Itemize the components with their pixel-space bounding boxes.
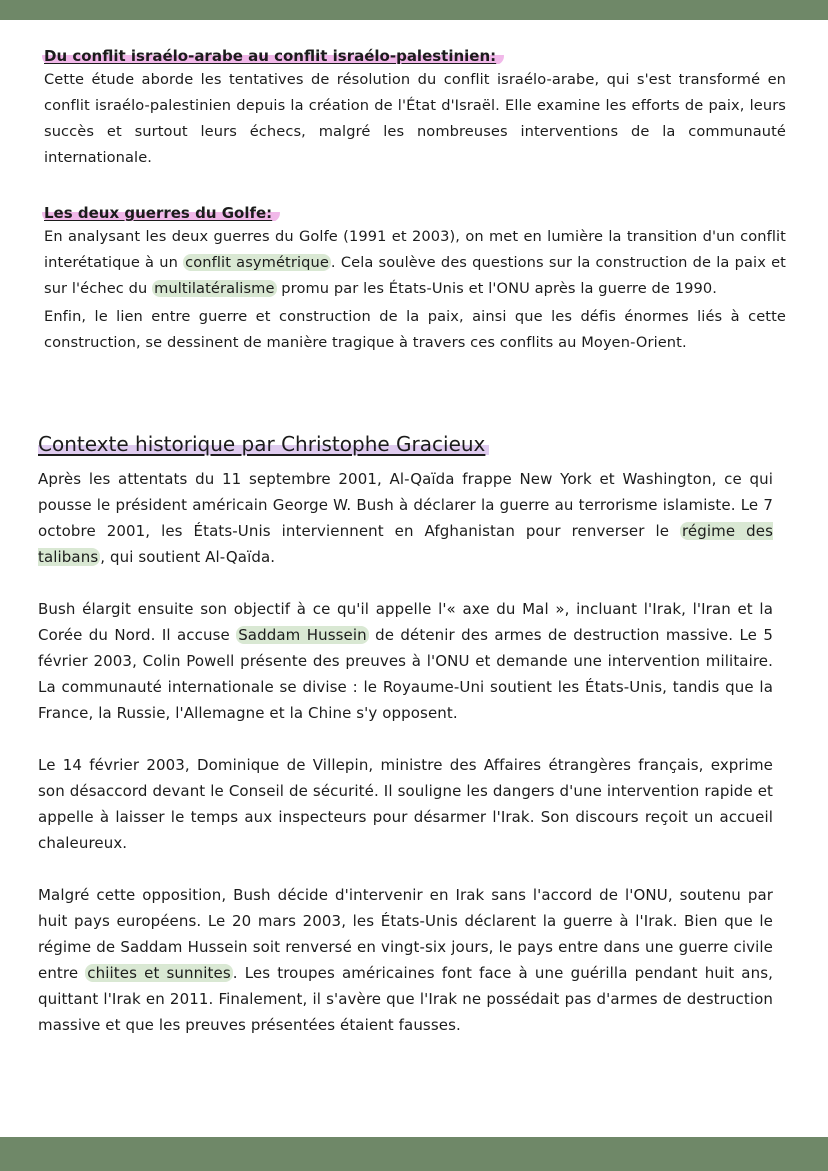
section-paragraph: Cette étude aborde les tentatives de résolution du conflit israélo-arabe, qui s'est transformé en conflit israélo-palestinien depuis la création de l'État d'Israël. Elle examine les efforts de paix, leurs succès et surtout leurs échecs, malgré les nombreuses interventions de la communauté internationale. <box>44 71 786 166</box>
section-paragraph: Bush élargit ensuite son objectif à ce qu'il appelle l'« axe du Mal », incluant l'Irak, l'Iran et la Corée du Nord. Il accuse Saddam Hussein de détenir des armes de destruction massive. Le 5 février 2003, Colin Powell présente des preuves à l'ONU et demande une intervention militaire. La communauté internationale se divise : le Royaume-Uni soutient les États-Unis, tandis que la France, la Russie, l'Allemagne et la Chine s'y opposent. <box>38 600 774 722</box>
bottom-band <box>0 1137 828 1171</box>
highlight-conflit-asymetrique: conflit asymétrique <box>185 254 329 271</box>
section-guerres-du-golfe <box>44 203 786 356</box>
highlight-saddam-hussein: Saddam Hussein <box>238 626 367 644</box>
section-heading: Du conflit israélo-arabe au conflit israélo-palestinien: <box>42 47 504 65</box>
highlight-multilateralisme: multilatéralisme <box>154 280 275 297</box>
section-paragraph: Après les attentats du 11 septembre 2001, Al-Qaïda frappe New York et Washington, ce qui pousse le président américain George W. Bush à déclarer la guerre au terrorisme islamiste. Le 7 octobre 2001, les États-Unis interviennent en Afghanistan pour renverser le régime des talibans , qui soutient Al-Qaïda. <box>38 470 773 566</box>
top-band <box>0 0 828 20</box>
highlight-chiites-sunnites: chiites et sunnites <box>87 964 231 982</box>
section-paragraph: Malgré cette opposition, Bush décide d'intervenir en Irak sans l'accord de l'ONU, soutenu par huit pays européens. Le 20 mars 2003, les États-Unis déclarent la guerre à l'Irak. Bien que le régime de Saddam Hussein soit renversé en vingt-six jours, le pays entre dans une guerre civile entre chiites et sunnites . Les troupes américaines font face à une guérilla pendant huit ans, quittant l'Irak en 2011. Finalement, il s'avère que l'Irak ne possédait pas d'armes de destruction massive et que les preuves présentées étaient fausses. <box>38 886 773 1034</box>
section-paragraph: En analysant les deux guerres du Golfe (1991 et 2003), on met en lumière la transition d'un conflit interétatique à un conflit asymétrique . Cela soulève des questions sur la construction de la paix et sur l'échec du multilatéralisme promu par les États-Unis et l'ONU après la guerre de 1990. <box>44 228 787 297</box>
section-paragraph: Enfin, le lien entre guerre et construction de la paix, ainsi que les défis énormes liés à cette construction, se dessinent de manière tragique à travers ces conflits au Moyen-Orient. <box>44 308 786 351</box>
section-conflit-israelo-arabe <box>44 46 786 171</box>
highlight-regime-talibans: régime des talibans <box>38 522 773 566</box>
section-title: Contexte historique par Christophe Gracieux <box>38 432 489 456</box>
section-heading: Les deux guerres du Golfe: <box>42 204 280 222</box>
section-contexte-historique <box>38 432 773 1064</box>
section-paragraph: Le 14 février 2003, Dominique de Villepin, ministre des Affaires étrangères français, exprime son désaccord devant le Conseil de sécurité. Il souligne les dangers d'une intervention rapide et appelle à laisser le temps aux inspecteurs pour désarmer l'Irak. Son discours reçoit un accueil chaleureux. <box>38 756 773 852</box>
